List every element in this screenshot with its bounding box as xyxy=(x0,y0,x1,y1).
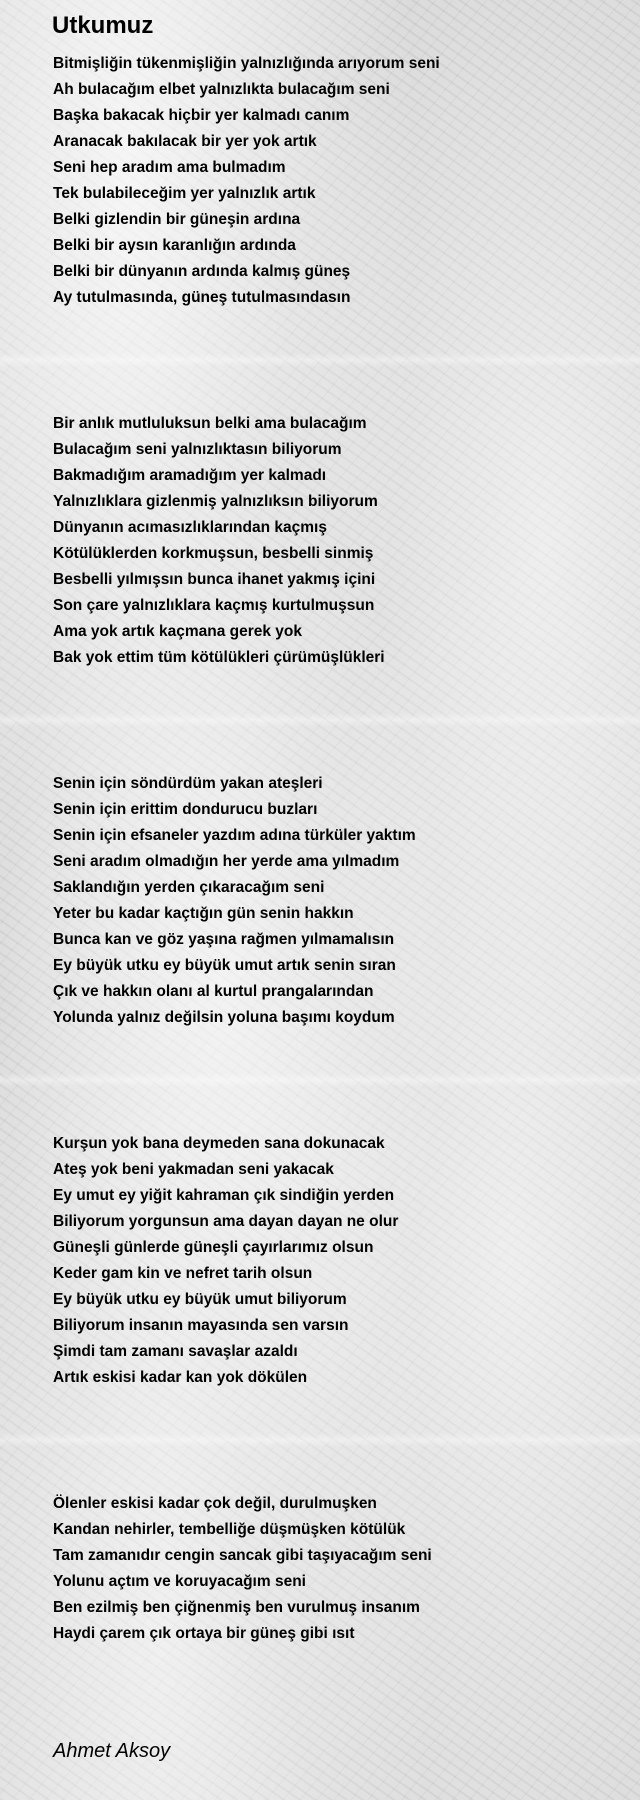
poem-line: Bir anlık mutluluksun belki ama bulacağım xyxy=(53,415,367,432)
poem-line: Ey büyük utku ey büyük umut artık senin sıran xyxy=(53,957,396,974)
poem-line: Keder gam kin ve nefret tarih olsun xyxy=(53,1265,313,1282)
poem-line: Biliyorum insanın mayasında sen varsın xyxy=(53,1317,349,1334)
poem-line: Tek bulabileceğim yer yalnızlık artık xyxy=(53,185,316,202)
poem-stanza xyxy=(53,411,613,671)
poem-line: Saklandığın yerden çıkaracağım seni xyxy=(53,879,325,896)
poem-line: Besbelli yılmışsın bunca ihanet yakmış içini xyxy=(53,571,376,588)
poem-line: Yolunda yalnız değilsin yoluna başımı koydum xyxy=(53,1009,395,1026)
poem-line: Biliyorum yorgunsun ama dayan dayan ne olur xyxy=(53,1213,399,1230)
poem-stanza xyxy=(53,51,613,311)
poem-line: Bulacağım seni yalnızlıktasın biliyorum xyxy=(53,441,342,458)
poem-stanza xyxy=(53,771,613,1031)
poem-line: Senin için söndürdüm yakan ateşleri xyxy=(53,775,323,792)
poem-title: Utkumuz xyxy=(52,12,154,39)
poem-line: Güneşli günlerde güneşli çayırlarımız olsun xyxy=(53,1239,374,1256)
poem-line: Bunca kan ve göz yaşına rağmen yılmamalısın xyxy=(53,931,395,948)
poem-line: Aranacak bakılacak bir yer yok artık xyxy=(53,133,317,150)
poem-line: Bak yok ettim tüm kötülükleri çürümüşlükleri xyxy=(53,649,385,666)
poem-line: Ama yok artık kaçmana gerek yok xyxy=(53,623,302,640)
poem-line: Kandan nehirler, tembelliğe düşmüşken kötülük xyxy=(53,1521,406,1538)
poem-line: Bakmadığım aramadığım yer kalmadı xyxy=(53,467,327,484)
poem-line: Senin için erittim dondurucu buzları xyxy=(53,801,318,818)
poem-line: Senin için efsaneler yazdım adına türküler yaktım xyxy=(53,827,416,844)
poem-line: Bitmişliğin tükenmişliğin yalnızlığında arıyorum seni xyxy=(53,55,440,72)
poem-line: Yolunu açtım ve koruyacağım seni xyxy=(53,1573,306,1590)
poem-line: Kötülüklerden korkmuşsun, besbelli sinmiş xyxy=(53,545,374,562)
poem-line: Ölenler eskisi kadar çok değil, durulmuşken xyxy=(53,1495,377,1512)
poem-line: Son çare yalnızlıklara kaçmış kurtulmuşsun xyxy=(53,597,375,614)
poem-line: Ah bulacağım elbet yalnızlıkta bulacağım seni xyxy=(53,81,390,98)
poem-author: Ahmet Aksoy xyxy=(53,1740,171,1762)
poem-stanza xyxy=(53,1491,613,1647)
poem-line: Ben ezilmiş ben çiğnenmiş ben vurulmuş insanım xyxy=(53,1599,420,1616)
poem-line: Şimdi tam zamanı savaşlar azaldı xyxy=(53,1343,298,1360)
poem-line: Dünyanın acımasızlıklarından kaçmış xyxy=(53,519,327,536)
poem-line: Belki bir dünyanın ardında kalmış güneş xyxy=(53,263,351,280)
poem-line: Çık ve hakkın olanı al kurtul prangalarından xyxy=(53,983,374,1000)
poem-line: Belki bir aysın karanlığın ardında xyxy=(53,237,296,254)
poem-line: Yalnızlıklara gizlenmiş yalnızlıksın biliyorum xyxy=(53,493,378,510)
poem-line: Artık eskisi kadar kan yok dökülen xyxy=(53,1369,308,1386)
poem-line: Haydi çarem çık ortaya bir güneş gibi ısıt xyxy=(53,1625,355,1642)
poem-line: Ey büyük utku ey büyük umut biliyorum xyxy=(53,1291,347,1308)
poem-line: Ay tutulmasında, güneş tutulmasındasın xyxy=(53,289,351,306)
poem-line: Ey umut ey yiğit kahraman çık sindiğin yerden xyxy=(53,1187,395,1204)
poem-line: Yeter bu kadar kaçtığın gün senin hakkın xyxy=(53,905,354,922)
poem-line: Başka bakacak hiçbir yer kalmadı canım xyxy=(53,107,350,124)
poem-line: Seni hep aradım ama bulmadım xyxy=(53,159,286,176)
poem-line: Ateş yok beni yakmadan seni yakacak xyxy=(53,1161,334,1178)
poem-line: Tam zamanıdır cengin sancak gibi taşıyacağım seni xyxy=(53,1547,432,1564)
poem-line: Kurşun yok bana deymeden sana dokunacak xyxy=(53,1135,385,1152)
poem-stanza xyxy=(53,1131,613,1391)
poem-line: Seni aradım olmadığın her yerde ama yılmadım xyxy=(53,853,400,870)
poem-line: Belki gizlendin bir güneşin ardına xyxy=(53,211,301,228)
